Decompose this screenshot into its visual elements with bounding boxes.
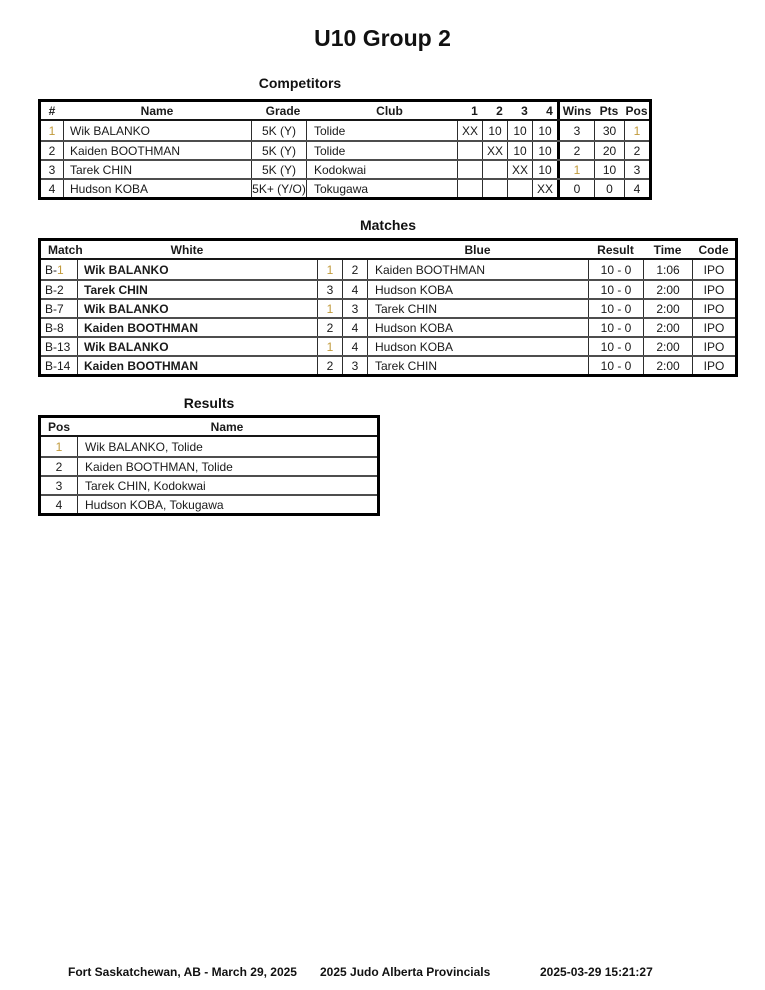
col-header-club: Club: [376, 103, 403, 118]
blue-name: Tarek CHIN: [367, 300, 588, 317]
col-header-2: 2: [496, 103, 503, 118]
pos-cell: 1: [624, 121, 649, 140]
pts-cell: 20: [594, 142, 624, 159]
match-id: [41, 357, 77, 374]
result-row: [41, 456, 377, 475]
match-id: [41, 319, 77, 336]
match-id: [41, 260, 77, 279]
score-cell: [457, 161, 482, 178]
result-pos: 2: [55, 459, 63, 474]
white-name: Kaiden BOOTHMAN: [77, 357, 317, 374]
col-header-1: 1: [471, 103, 478, 118]
col-header-grade: Grade: [265, 103, 301, 118]
match-id-number: 13: [57, 339, 71, 354]
match-row: [41, 355, 735, 374]
score-cell: 10: [482, 121, 507, 140]
white-number: 1: [317, 260, 342, 279]
blue-name: Tarek CHIN: [367, 357, 588, 374]
result-name: Wik BALANKO, Tolide: [77, 437, 377, 456]
result-pos: 4: [55, 497, 63, 512]
pts-cell: 30: [594, 121, 624, 140]
result-row: [41, 494, 377, 513]
match-result: 10 - 0: [588, 260, 643, 279]
col-header-code: Code: [698, 242, 729, 257]
wins-cell: 2: [557, 142, 594, 159]
match-row: [41, 336, 735, 355]
score-cell: XX: [482, 142, 507, 159]
blue-number: 3: [342, 357, 367, 374]
competitor-number: 4: [48, 181, 56, 196]
footer-location-date: Fort Saskatchewan, AB - March 29, 2025: [68, 965, 297, 979]
competitor-grade: 5K (Y): [251, 121, 306, 140]
pts-cell: 0: [594, 180, 624, 197]
match-row: [41, 279, 735, 298]
col-header-3: 3: [521, 103, 528, 118]
competitor-name: Hudson KOBA: [63, 180, 251, 197]
match-row: [41, 298, 735, 317]
competitor-club: Tolide: [306, 142, 457, 159]
footer-event-name: 2025 Judo Alberta Provincials: [320, 965, 491, 979]
competitor-number: 1: [48, 123, 56, 138]
match-time: 2:00: [643, 300, 692, 317]
match-id-prefix: B-: [45, 320, 57, 335]
result-row: [41, 475, 377, 494]
white-number: 2: [317, 357, 342, 374]
col-header-white-num: [317, 241, 342, 258]
result-name: Hudson KOBA, Tokugawa: [77, 496, 377, 513]
col-header-pos: Pos: [47, 419, 70, 434]
result-pos: 1: [55, 439, 63, 454]
col-header-time: Time: [653, 242, 682, 257]
col-header-name: Name: [210, 419, 244, 434]
score-cell: 10: [507, 142, 532, 159]
results-table: [38, 415, 380, 516]
competitor-number: 2: [48, 143, 56, 158]
score-cell: [457, 180, 482, 197]
competitor-name: Wik BALANKO: [63, 121, 251, 140]
result-row: [41, 437, 377, 456]
competitors-header-row: [41, 102, 649, 121]
blue-number: 4: [342, 319, 367, 336]
match-code: IPO: [692, 338, 735, 355]
competitors-table: [38, 99, 652, 200]
footer-timestamp: 2025-03-29 15:21:27: [540, 965, 653, 979]
competitor-club: Kodokwai: [306, 161, 457, 178]
score-cell: 10: [507, 121, 532, 140]
col-header-wins: Wins: [557, 102, 594, 119]
match-id-number: 2: [57, 282, 64, 297]
match-result: 10 - 0: [588, 357, 643, 374]
wins-cell: 1: [557, 161, 594, 178]
match-id-prefix: B-: [45, 358, 57, 373]
pos-cell: 4: [624, 180, 649, 197]
match-code: IPO: [692, 260, 735, 279]
match-row: [41, 317, 735, 336]
white-name: Wik BALANKO: [77, 260, 317, 279]
match-code: IPO: [692, 357, 735, 374]
col-header-result: Result: [597, 242, 634, 257]
col-header-white: White: [170, 242, 204, 257]
wins-cell: 3: [557, 121, 594, 140]
match-code: IPO: [692, 300, 735, 317]
match-id: [41, 300, 77, 317]
white-number: 3: [317, 281, 342, 298]
competitor-row: [41, 121, 649, 140]
pos-cell: 3: [624, 161, 649, 178]
blue-name: Kaiden BOOTHMAN: [367, 260, 588, 279]
white-name: Tarek CHIN: [77, 281, 317, 298]
competitor-club: Tolide: [306, 121, 457, 140]
match-time: 2:00: [643, 357, 692, 374]
blue-number: 3: [342, 300, 367, 317]
score-cell: 10: [532, 142, 557, 159]
competitor-club: Tokugawa: [306, 180, 457, 197]
result-name: Kaiden BOOTHMAN, Tolide: [77, 458, 377, 475]
results-header-row: [41, 418, 377, 437]
competitor-grade: 5K+ (Y/O): [252, 181, 306, 196]
score-cell: [457, 142, 482, 159]
score-cell: [482, 161, 507, 178]
white-name: Kaiden BOOTHMAN: [77, 319, 317, 336]
competitor-name: Tarek CHIN: [63, 161, 251, 178]
match-row: [41, 260, 735, 279]
col-header-pts: Pts: [599, 103, 619, 118]
match-id-number: 1: [57, 262, 64, 277]
col-header-pos: Pos: [625, 103, 648, 118]
match-result: 10 - 0: [588, 319, 643, 336]
match-id: [41, 281, 77, 298]
match-id: [41, 338, 77, 355]
col-header-blue: Blue: [464, 242, 491, 257]
white-name: Wik BALANKO: [77, 300, 317, 317]
match-result: 10 - 0: [588, 281, 643, 298]
match-id-prefix: B-: [45, 301, 57, 316]
col-header-match: Match: [48, 242, 83, 257]
wins-cell: 0: [557, 180, 594, 197]
match-time: 1:06: [643, 260, 692, 279]
matches-table: [38, 238, 738, 377]
blue-name: Hudson KOBA: [367, 281, 588, 298]
competitor-grade: 5K (Y): [251, 161, 306, 178]
score-cell: [507, 180, 532, 197]
white-number: 1: [317, 338, 342, 355]
score-cell: 10: [532, 121, 557, 140]
blue-number: 4: [342, 281, 367, 298]
col-header-4: 4: [546, 103, 553, 118]
score-cell: [482, 180, 507, 197]
score-cell: XX: [507, 161, 532, 178]
match-time: 2:00: [643, 319, 692, 336]
competitor-number: 3: [48, 162, 56, 177]
pts-cell: 10: [594, 161, 624, 178]
score-cell: XX: [532, 180, 557, 197]
match-result: 10 - 0: [588, 300, 643, 317]
blue-name: Hudson KOBA: [367, 319, 588, 336]
match-id-number: 8: [57, 320, 64, 335]
white-name: Wik BALANKO: [77, 338, 317, 355]
white-number: 2: [317, 319, 342, 336]
competitors-heading: Competitors: [258, 75, 342, 91]
score-cell: 10: [532, 161, 557, 178]
matches-header-row: [41, 241, 735, 260]
match-result: 10 - 0: [588, 338, 643, 355]
match-time: 2:00: [643, 338, 692, 355]
competitor-row: [41, 178, 649, 197]
col-header-name: Name: [140, 103, 174, 118]
col-header-blue-num: [342, 241, 367, 258]
white-number: 1: [317, 300, 342, 317]
blue-number: 4: [342, 338, 367, 355]
matches-heading: Matches: [359, 217, 417, 233]
match-id-prefix: B-: [45, 282, 57, 297]
match-id-number: 7: [57, 301, 64, 316]
match-code: IPO: [692, 319, 735, 336]
result-pos: 3: [55, 478, 63, 493]
blue-name: Hudson KOBA: [367, 338, 588, 355]
col-header-number: #: [48, 103, 56, 118]
match-id-number: 14: [57, 358, 71, 373]
match-code: IPO: [692, 281, 735, 298]
pos-cell: 2: [624, 142, 649, 159]
results-heading: Results: [183, 395, 235, 411]
match-id-prefix: B-: [45, 339, 57, 354]
match-time: 2:00: [643, 281, 692, 298]
competitor-row: [41, 140, 649, 159]
competitor-name: Kaiden BOOTHMAN: [63, 142, 251, 159]
competitor-row: [41, 159, 649, 178]
page-title: U10 Group 2: [314, 25, 451, 51]
score-cell: XX: [457, 121, 482, 140]
blue-number: 2: [342, 260, 367, 279]
result-name: Tarek CHIN, Kodokwai: [77, 477, 377, 494]
match-id-prefix: B-: [45, 262, 57, 277]
competitor-grade: 5K (Y): [251, 142, 306, 159]
